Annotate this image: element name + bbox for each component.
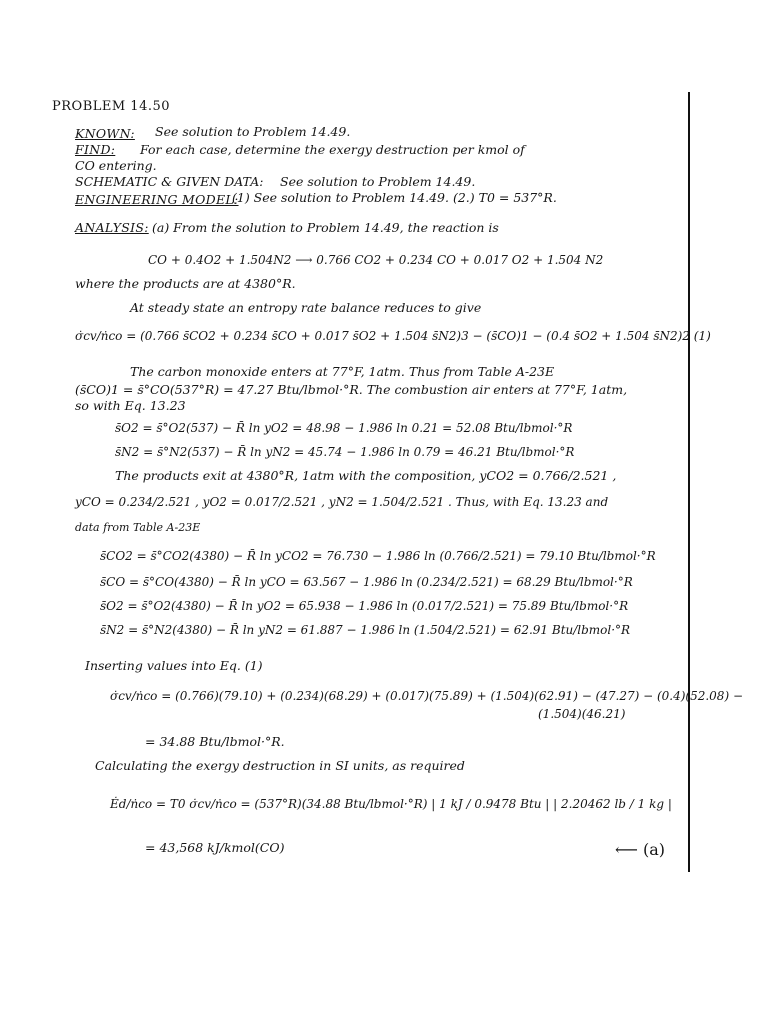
schematic-text: See solution to Problem 14.49.: [280, 174, 476, 189]
co-enters-text: The carbon monoxide enters at 77°F, 1atm. Thus from Table A-23E: [130, 364, 555, 379]
sco2-product-line: s̄CO2 = s̄°CO2(4380) − R̄ ln yCO2 = 76.730 − 1.986 ln (0.766/2.521) = 79.10 Btu/lbmol·°R: [100, 549, 656, 563]
schematic-label: SCHEMATIC & GIVEN DATA:: [75, 174, 264, 189]
substitution-line-1: σ̇cv/ṅco = (0.766)(79.10) + (0.234)(68.29) + (0.017)(75.89) + (1.504)(62.91) − (47.27) − (0.4)(52.08) −: [110, 689, 743, 703]
sn2-product-line: s̄N2 = s̄°N2(4380) − R̄ ln yN2 = 61.887 − 1.986 ln (1.504/2.521) = 62.91 Btu/lbmol·°R: [100, 623, 631, 637]
analysis-text: (a) From the solution to Problem 14.49, the reaction is: [152, 220, 499, 235]
find-label: FIND:: [75, 142, 116, 157]
known-label: KNOWN:: [75, 126, 135, 141]
find-text-line-1: For each case, determine the exergy destruction per kmol of: [140, 142, 525, 157]
products-temperature: where the products are at 4380°R.: [75, 276, 296, 291]
model-label: ENGINEERING MODEL:: [75, 192, 239, 207]
data-from-text: data from Table A-23E: [75, 521, 201, 534]
entropy-result: = 34.88 Btu/lbmol·°R.: [145, 734, 285, 749]
sco-inlet-line: (s̄CO)1 = s̄°CO(537°R) = 47.27 Btu/lbmol·°R. The combustion air enters at 77°F, 1atm,: [75, 382, 628, 397]
find-text-line-2: CO entering.: [75, 158, 157, 173]
so2-inlet-line: s̄O2 = s̄°O2(537) − R̄ ln yO2 = 48.98 − 1.986 ln 0.21 = 52.08 Btu/lbmol·°R: [115, 421, 573, 435]
exergy-equation: Ėd/ṅco = T0 σ̇cv/ṅco = (537°R)(34.88 Btu/lbmol·°R) | 1 kJ / 0.9478 Btu | | 2.20462 lb / 1 kg |: [110, 797, 672, 811]
sco-product-line: s̄CO = s̄°CO(4380) − R̄ ln yCO = 63.567 − 1.986 ln (0.234/2.521) = 68.29 Btu/lbmol·°R: [100, 575, 633, 589]
known-text: See solution to Problem 14.49.: [155, 124, 351, 139]
calculating-text: Calculating the exergy destruction in SI units, as required: [95, 758, 465, 773]
answer-arrow-icon: ⟵ (a): [615, 840, 666, 859]
inserting-text: Inserting values into Eq. (1): [85, 658, 263, 673]
margin-rule: [688, 92, 690, 872]
exergy-result: = 43,568 kJ/kmol(CO): [145, 840, 285, 855]
model-text: (1) See solution to Problem 14.49. (2.) T0 = 537°R.: [232, 190, 557, 205]
steady-state-text: At steady state an entropy rate balance reduces to give: [130, 300, 482, 315]
entropy-balance-equation: σ̇cv/ṅco = (0.766 s̄CO2 + 0.234 s̄CO + 0.017 s̄O2 + 1.504 s̄N2)3 − (s̄CO)1 − (0.4 s̄O2 + 1.504 s̄N2)2 (1): [75, 329, 711, 343]
so-with-text: so with Eq. 13.23: [75, 398, 186, 413]
problem-title: PROBLEM 14.50: [52, 99, 171, 114]
mole-fractions-line: yCO = 0.234/2.521 , yO2 = 0.017/2.521 , yN2 = 1.504/2.521 . Thus, with Eq. 13.23 and: [75, 495, 609, 509]
substitution-line-2: (1.504)(46.21): [538, 707, 626, 721]
analysis-label: ANALYSIS:: [75, 220, 149, 235]
products-exit-text: The products exit at 4380°R, 1atm with the composition, yCO2 = 0.766/2.521 ,: [115, 468, 617, 483]
so2-product-line: s̄O2 = s̄°O2(4380) − R̄ ln yO2 = 65.938 − 1.986 ln (0.017/2.521) = 75.89 Btu/lbmol·°R: [100, 599, 629, 613]
reaction-equation: CO + 0.4O2 + 1.504N2 ⟶ 0.766 CO2 + 0.234 CO + 0.017 O2 + 1.504 N2: [148, 253, 604, 267]
sn2-inlet-line: s̄N2 = s̄°N2(537) − R̄ ln yN2 = 45.74 − 1.986 ln 0.79 = 46.21 Btu/lbmol·°R: [115, 445, 575, 459]
